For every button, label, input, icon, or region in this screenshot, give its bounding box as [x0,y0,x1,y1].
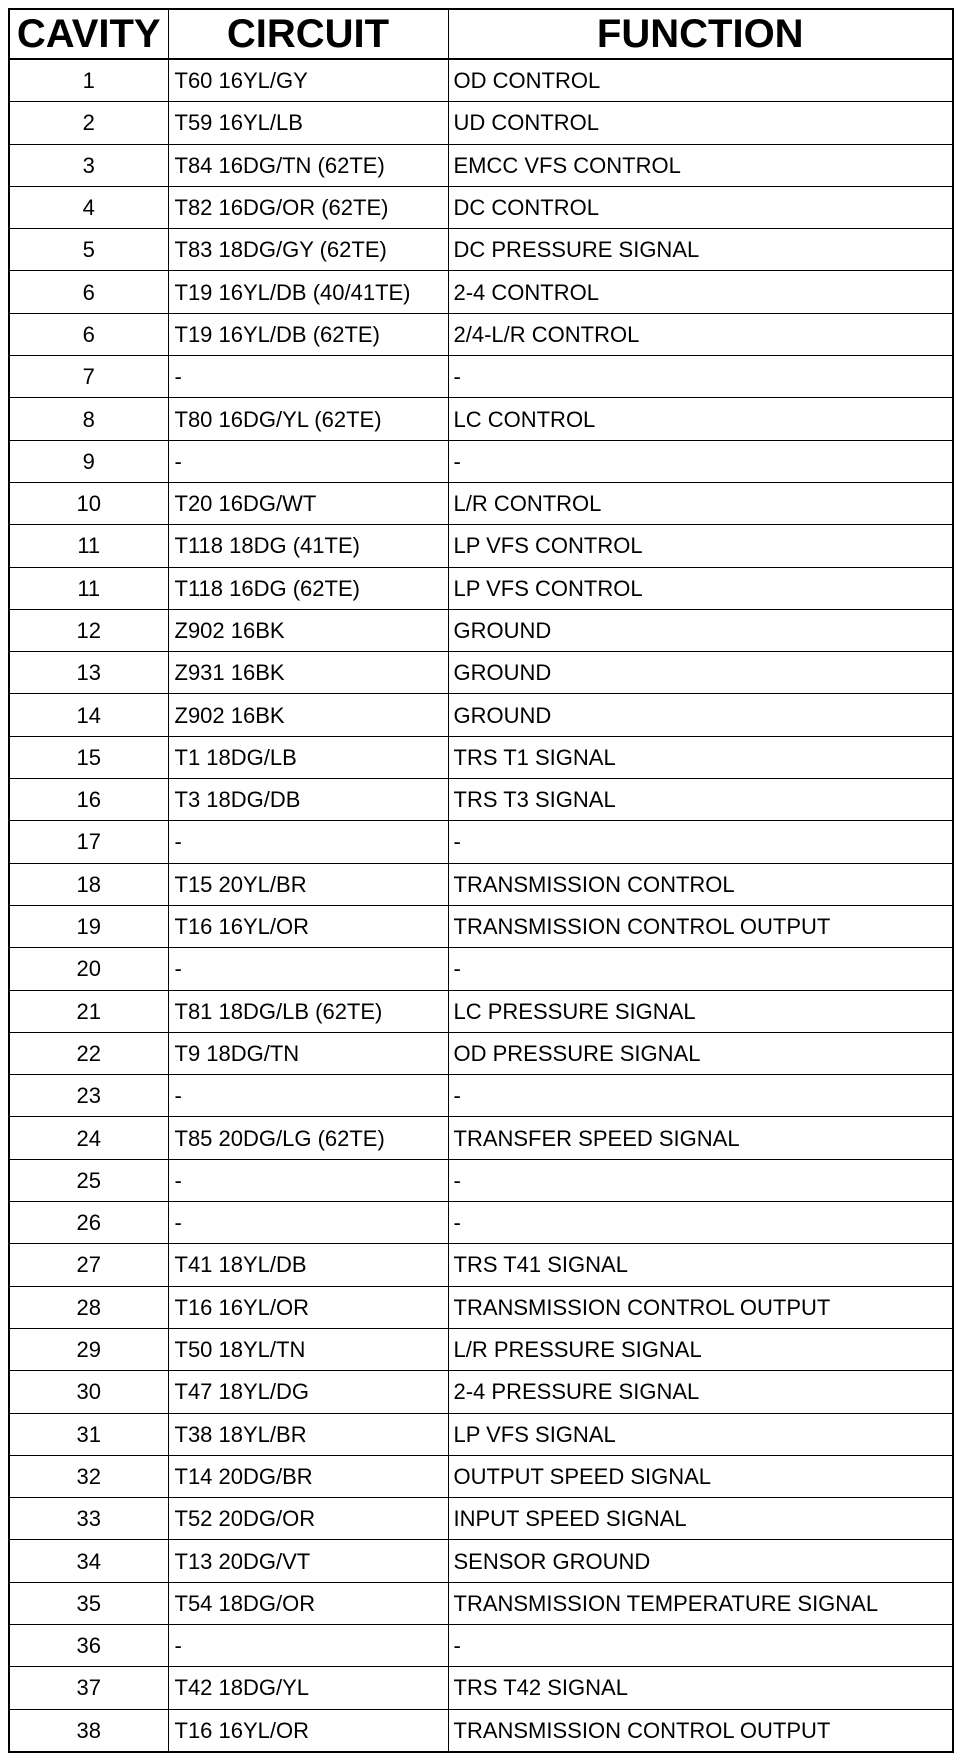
function-cell: - [448,440,953,482]
circuit-cell: T82 16DG/OR (62TE) [168,186,448,228]
circuit-cell: T16 16YL/OR [168,1709,448,1752]
cavity-cell: 14 [9,694,168,736]
cavity-cell: 19 [9,905,168,947]
table-row [9,229,953,271]
circuit-cell: T42 18DG/YL [168,1667,448,1709]
table-header [9,9,953,59]
function-cell: DC CONTROL [448,186,953,228]
circuit-cell: T85 20DG/LG (62TE) [168,1117,448,1159]
function-cell: TRANSMISSION CONTROL [448,863,953,905]
circuit-cell: T83 18DG/GY (62TE) [168,229,448,271]
cavity-cell: 33 [9,1498,168,1540]
circuit-cell: - [168,1075,448,1117]
circuit-cell: T14 20DG/BR [168,1455,448,1497]
table-row [9,652,953,694]
table-row [9,1244,953,1286]
table-row [9,1582,953,1624]
table-row [9,1286,953,1328]
table-row [9,1413,953,1455]
function-cell: LP VFS CONTROL [448,525,953,567]
circuit-cell: T118 18DG (41TE) [168,525,448,567]
cavity-cell: 3 [9,144,168,186]
circuit-cell: - [168,1624,448,1666]
header-row [9,9,953,59]
cavity-cell: 26 [9,1202,168,1244]
table-row [9,948,953,990]
function-cell: LP VFS SIGNAL [448,1413,953,1455]
cavity-cell: 20 [9,948,168,990]
table-row [9,1328,953,1370]
function-cell: DC PRESSURE SIGNAL [448,229,953,271]
table-row [9,821,953,863]
circuit-cell: T9 18DG/TN [168,1032,448,1074]
table-body [9,59,953,1752]
table-row [9,1371,953,1413]
cavity-cell: 22 [9,1032,168,1074]
cavity-cell: 2 [9,102,168,144]
circuit-cell: T15 20YL/BR [168,863,448,905]
circuit-cell: T19 16YL/DB (40/41TE) [168,271,448,313]
table-row [9,313,953,355]
circuit-cell: Z931 16BK [168,652,448,694]
circuit-cell: - [168,821,448,863]
circuit-cell: Z902 16BK [168,609,448,651]
header-circuit: CIRCUIT [168,9,448,59]
circuit-cell: T20 16DG/WT [168,482,448,524]
function-cell: L/R CONTROL [448,482,953,524]
cavity-cell: 10 [9,482,168,524]
cavity-cell: 1 [9,59,168,102]
cavity-cell: 35 [9,1582,168,1624]
table-row [9,186,953,228]
cavity-cell: 18 [9,863,168,905]
table-row [9,1498,953,1540]
cavity-cell: 5 [9,229,168,271]
cavity-cell: 11 [9,525,168,567]
cavity-cell: 30 [9,1371,168,1413]
table-row [9,694,953,736]
function-cell: - [448,1624,953,1666]
function-cell: 2-4 CONTROL [448,271,953,313]
function-cell: TRS T3 SIGNAL [448,779,953,821]
cavity-cell: 11 [9,567,168,609]
circuit-cell: - [168,1202,448,1244]
table-row [9,990,953,1032]
table-row [9,1117,953,1159]
function-cell: - [448,1159,953,1201]
cavity-cell: 7 [9,356,168,398]
cavity-cell: 38 [9,1709,168,1752]
circuit-cell: T16 16YL/OR [168,905,448,947]
circuit-cell: - [168,948,448,990]
function-cell: EMCC VFS CONTROL [448,144,953,186]
cavity-cell: 23 [9,1075,168,1117]
circuit-cell: Z902 16BK [168,694,448,736]
function-cell: 2-4 PRESSURE SIGNAL [448,1371,953,1413]
table-row [9,736,953,778]
cavity-cell: 24 [9,1117,168,1159]
function-cell: - [448,948,953,990]
circuit-cell: T50 18YL/TN [168,1328,448,1370]
circuit-cell: T38 18YL/BR [168,1413,448,1455]
table-row [9,398,953,440]
function-cell: LC PRESSURE SIGNAL [448,990,953,1032]
cavity-cell: 25 [9,1159,168,1201]
circuit-cell: T60 16YL/GY [168,59,448,102]
connector-pinout-table [8,8,954,1753]
header-cavity: CAVITY [9,9,168,59]
table-row [9,482,953,524]
function-cell: TRANSMISSION CONTROL OUTPUT [448,1709,953,1752]
circuit-cell: T118 16DG (62TE) [168,567,448,609]
cavity-cell: 28 [9,1286,168,1328]
function-cell: - [448,1075,953,1117]
cavity-cell: 13 [9,652,168,694]
circuit-cell: T84 16DG/TN (62TE) [168,144,448,186]
cavity-cell: 36 [9,1624,168,1666]
table-row [9,271,953,313]
table-row [9,1709,953,1752]
function-cell: INPUT SPEED SIGNAL [448,1498,953,1540]
function-cell: TRANSMISSION TEMPERATURE SIGNAL [448,1582,953,1624]
function-cell: OD CONTROL [448,59,953,102]
table-row [9,1075,953,1117]
table-row [9,1159,953,1201]
circuit-cell: - [168,440,448,482]
cavity-cell: 37 [9,1667,168,1709]
circuit-cell: T13 20DG/VT [168,1540,448,1582]
table-row [9,609,953,651]
circuit-cell: T54 18DG/OR [168,1582,448,1624]
circuit-cell: T80 16DG/YL (62TE) [168,398,448,440]
function-cell: GROUND [448,609,953,651]
function-cell: GROUND [448,694,953,736]
table-row [9,779,953,821]
function-cell: LP VFS CONTROL [448,567,953,609]
cavity-cell: 16 [9,779,168,821]
table-row [9,567,953,609]
circuit-cell: T3 18DG/DB [168,779,448,821]
function-cell: LC CONTROL [448,398,953,440]
function-cell: 2/4-L/R CONTROL [448,313,953,355]
circuit-cell: T59 16YL/LB [168,102,448,144]
circuit-cell: T52 20DG/OR [168,1498,448,1540]
table-row [9,1032,953,1074]
table-row [9,1540,953,1582]
function-cell: TRANSMISSION CONTROL OUTPUT [448,905,953,947]
function-cell: - [448,1202,953,1244]
function-cell: TRS T42 SIGNAL [448,1667,953,1709]
cavity-cell: 15 [9,736,168,778]
cavity-cell: 31 [9,1413,168,1455]
circuit-cell: T1 18DG/LB [168,736,448,778]
cavity-cell: 27 [9,1244,168,1286]
table-row [9,1455,953,1497]
circuit-cell: T41 18YL/DB [168,1244,448,1286]
table-row [9,863,953,905]
cavity-cell: 4 [9,186,168,228]
cavity-cell: 21 [9,990,168,1032]
table-row [9,356,953,398]
cavity-cell: 6 [9,271,168,313]
cavity-cell: 8 [9,398,168,440]
table-row [9,59,953,102]
circuit-cell: T16 16YL/OR [168,1286,448,1328]
table-row [9,525,953,567]
cavity-cell: 6 [9,313,168,355]
function-cell: TRS T41 SIGNAL [448,1244,953,1286]
function-cell: OD PRESSURE SIGNAL [448,1032,953,1074]
circuit-cell: T47 18YL/DG [168,1371,448,1413]
function-cell: TRS T1 SIGNAL [448,736,953,778]
table-row [9,144,953,186]
table-row [9,1624,953,1666]
cavity-cell: 12 [9,609,168,651]
table-row [9,102,953,144]
cavity-cell: 9 [9,440,168,482]
function-cell: SENSOR GROUND [448,1540,953,1582]
function-cell: TRANSFER SPEED SIGNAL [448,1117,953,1159]
function-cell: OUTPUT SPEED SIGNAL [448,1455,953,1497]
table-row [9,440,953,482]
table-row [9,1667,953,1709]
cavity-cell: 32 [9,1455,168,1497]
cavity-cell: 17 [9,821,168,863]
circuit-cell: T19 16YL/DB (62TE) [168,313,448,355]
circuit-cell: T81 18DG/LB (62TE) [168,990,448,1032]
function-cell: - [448,356,953,398]
cavity-cell: 34 [9,1540,168,1582]
circuit-cell: - [168,356,448,398]
function-cell: TRANSMISSION CONTROL OUTPUT [448,1286,953,1328]
table-row [9,1202,953,1244]
function-cell: UD CONTROL [448,102,953,144]
cavity-cell: 29 [9,1328,168,1370]
table-row [9,905,953,947]
function-cell: - [448,821,953,863]
circuit-cell: - [168,1159,448,1201]
function-cell: GROUND [448,652,953,694]
function-cell: L/R PRESSURE SIGNAL [448,1328,953,1370]
header-function: FUNCTION [448,9,953,59]
